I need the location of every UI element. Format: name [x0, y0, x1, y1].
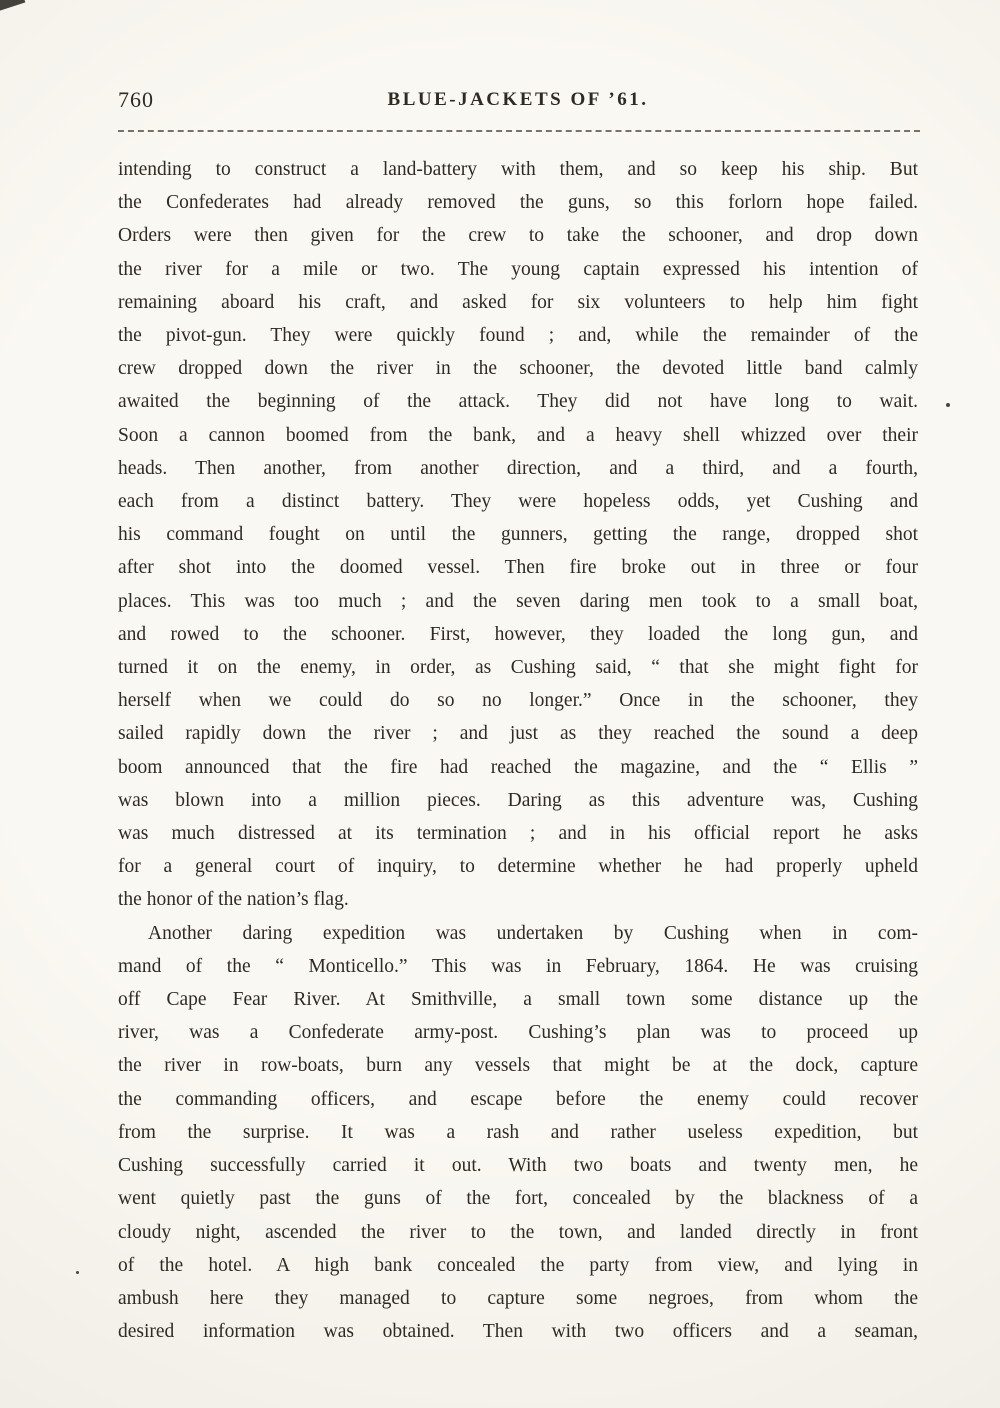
text-line: the river in row-boats, burn any vessels that might be at the dock, capture	[118, 1055, 918, 1077]
text-line: the river for a mile or two. The young captain expressed his intention of	[118, 258, 918, 280]
text-line: from the surprise. It was a rash and rather useless expedition, but	[118, 1121, 918, 1143]
text-line: crew dropped down the river in the schooner, the devoted little band calmly	[118, 358, 918, 380]
text-line: places. This was too much ; and the seven daring men took to a small boat,	[118, 590, 918, 612]
text-line: went quietly past the guns of the fort, concealed by the blackness of a	[118, 1188, 918, 1210]
ink-speck	[946, 403, 950, 407]
text-line: Soon a cannon boomed from the bank, and a heavy shell whizzed over their	[118, 424, 918, 446]
text-line: herself when we could do so no longer.” Once in the schooner, they	[118, 690, 918, 712]
text-line: ambush here they managed to capture some negroes, from whom the	[118, 1287, 918, 1309]
text-line: Another daring expedition was undertaken by Cushing when in com-	[148, 922, 918, 944]
text-line: river, was a Confederate army-post. Cushing’s plan was to proceed up	[118, 1022, 918, 1044]
text-line: of the hotel. A high bank concealed the party from view, and lying in	[118, 1254, 918, 1276]
scan-corner-artifact	[0, 0, 25, 13]
text-line: the honor of the nation’s flag.	[118, 889, 349, 911]
text-line: Orders were then given for the crew to take the schooner, and drop down	[118, 225, 918, 247]
text-line: intending to construct a land-battery with them, and so keep his ship. But	[118, 159, 918, 180]
text-line: the Confederates had already removed the guns, so this forlorn hope failed.	[118, 192, 918, 214]
text-line: sailed rapidly down the river ; and just as they reached the sound a deep	[118, 723, 918, 745]
text-line: awaited the beginning of the attack. They did not have long to wait.	[118, 391, 918, 413]
text-line: mand of the “ Monticello.” This was in February, 1864. He was cruising	[118, 955, 918, 977]
ink-speck	[76, 1271, 79, 1274]
paragraph	[118, 153, 918, 917]
text-line: the pivot-gun. They were quickly found ; and, while the remainder of the	[118, 325, 918, 347]
text-line: and rowed to the schooner. First, however, they loaded the long gun, and	[118, 623, 918, 645]
text-line: off Cape Fear River. At Smithville, a small town some distance up the	[118, 989, 918, 1011]
page-header	[118, 86, 918, 120]
text-line: after shot into the doomed vessel. Then fire broke out in three or four	[118, 557, 918, 579]
text-line: for a general court of inquiry, to determine whether he had properly upheld	[118, 856, 918, 878]
text-line: his command fought on until the gunners, getting the range, dropped shot	[118, 524, 918, 546]
text-line: was blown into a million pieces. Daring as this adventure was, Cushing	[118, 789, 918, 811]
paragraph	[118, 917, 918, 1349]
header-rule	[118, 130, 920, 132]
text-line: each from a distinct battery. They were hopeless odds, yet Cushing and	[118, 491, 918, 513]
text-line: desired information was obtained. Then with two officers and a seaman,	[118, 1321, 918, 1343]
page-number: 760	[118, 87, 154, 112]
text-line: was much distressed at its termination ; and in his official report he asks	[118, 823, 918, 845]
text-line: boom announced that the fire had reached the magazine, and the “ Ellis ”	[118, 756, 918, 778]
text-line: the commanding officers, and escape before the enemy could recover	[118, 1088, 918, 1110]
text-line: cloudy night, ascended the river to the town, and landed directly in front	[118, 1221, 918, 1243]
text-line: turned it on the enemy, in order, as Cushing said, “ that she might fight for	[118, 657, 918, 679]
body-text	[118, 153, 918, 1348]
text-line: Cushing successfully carried it out. With two boats and twenty men, he	[118, 1155, 918, 1177]
text-line: heads. Then another, from another direction, and a third, and a fourth,	[118, 457, 918, 479]
text-line: remaining aboard his craft, and asked for six volunteers to help him fight	[118, 291, 918, 313]
running-title: BLUE-JACKETS OF ’61.	[387, 89, 649, 110]
